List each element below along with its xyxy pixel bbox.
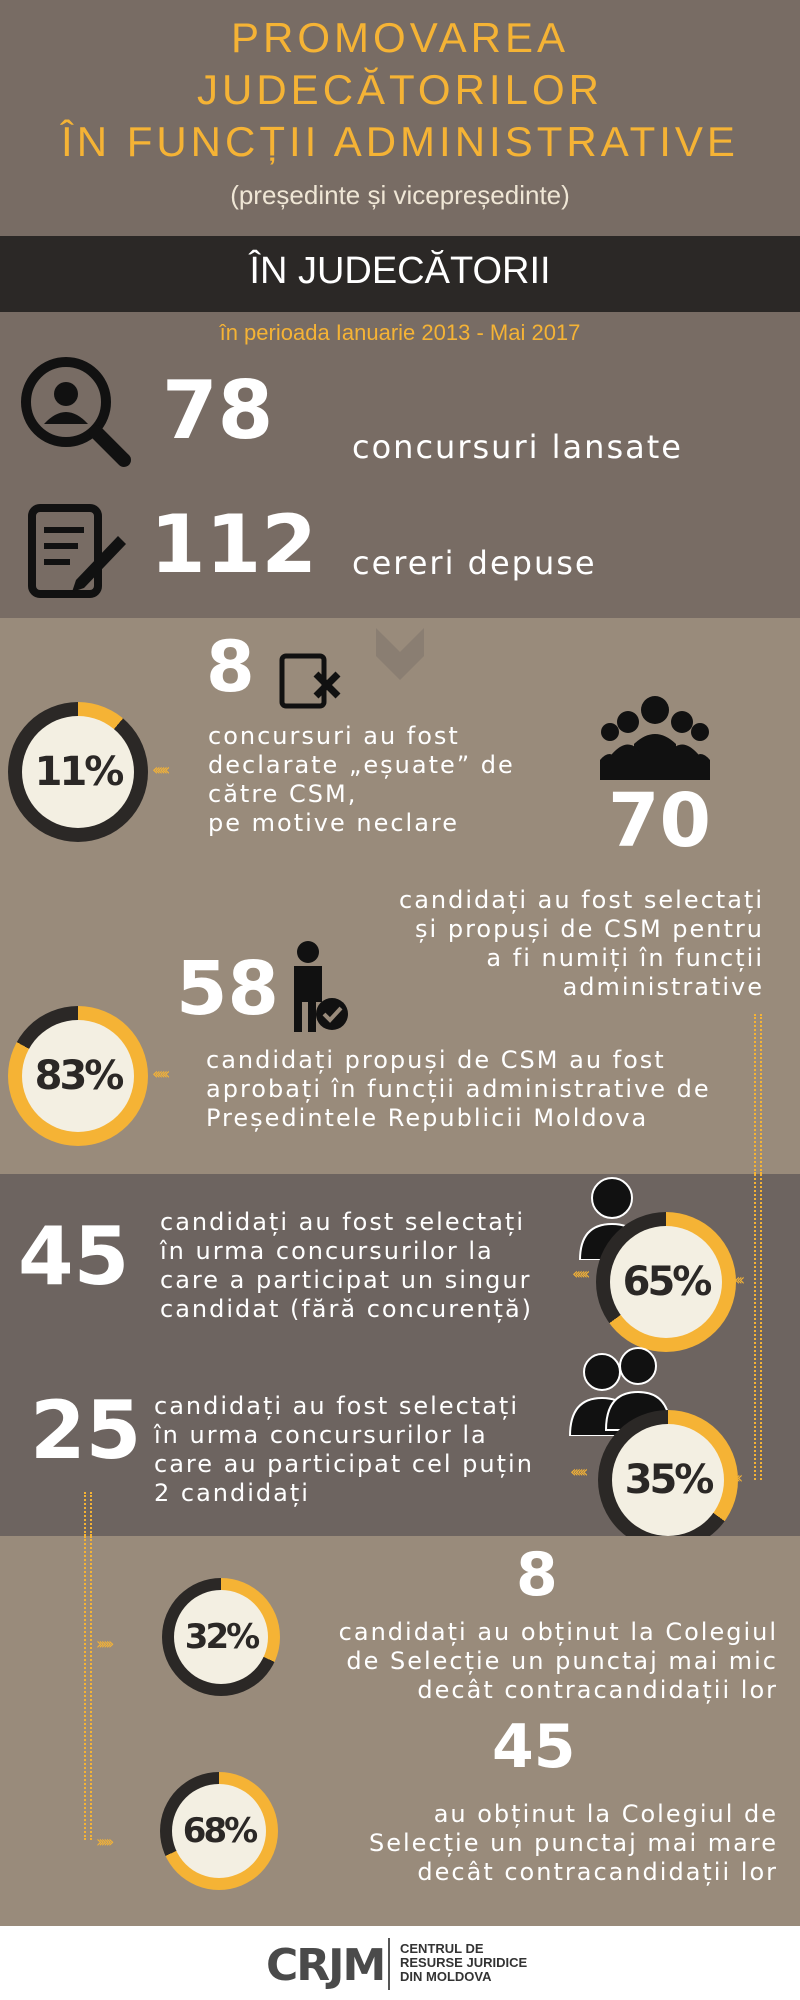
chevron-left-icon: ‹‹‹‹‹‹ (152, 1064, 167, 1083)
results-section (0, 618, 800, 1174)
single-donut (596, 1212, 736, 1352)
selected-text-line: administrative (562, 973, 764, 1001)
failed-text-line: pe motive neclare (208, 809, 460, 837)
org-name (400, 1942, 527, 1984)
magnifier-person-icon (18, 354, 134, 470)
approved-text-line: Președintele Republicii Moldova (206, 1104, 649, 1132)
document-x-icon (278, 652, 344, 712)
chevron-left-icon: ‹‹‹‹‹‹ (572, 1264, 587, 1283)
chevron-left-icon: ‹‹‹‹‹‹ (570, 1462, 585, 1481)
connector-line (754, 1014, 762, 1174)
multi-text-line: care au participat cel puțin (154, 1450, 534, 1478)
period-text: în perioada Ianuarie 2013 - Mai 2017 (219, 320, 581, 345)
selected-value: 70 (608, 778, 711, 864)
title-line-3: ÎN FUNCȚII ADMINISTRATIVE (61, 118, 739, 165)
approved-value: 58 (176, 946, 279, 1032)
chevron-left-icon: ‹‹‹ (734, 1270, 742, 1289)
header-section (0, 0, 800, 236)
higher-percent: 68% (182, 1811, 256, 1851)
selected-text-line: candidați au fost selectați (399, 886, 764, 914)
single-text-line: candidat (fără concurență) (160, 1295, 534, 1323)
multi-text-line: în urma concursurilor la (154, 1421, 488, 1449)
single-percent: 65% (622, 1259, 710, 1305)
approved-text (206, 1046, 711, 1133)
title-line-1: PROMOVAREA (231, 14, 569, 61)
chevron-right-icon: ›››››› (96, 1832, 111, 1851)
lower-text (258, 1618, 778, 1705)
org-name-line: RESURSE JURIDICE (400, 1955, 528, 1970)
requests-label: cereri depuse (352, 544, 597, 582)
failed-text-line: către CSM, (208, 780, 358, 808)
single-text (160, 1208, 533, 1324)
lower-text-line: candidați au obținut la Colegiul (338, 1618, 778, 1646)
arrow-down-icon (374, 626, 426, 682)
multi-value: 25 (30, 1384, 142, 1477)
contests-label: concursuri lansate (352, 428, 683, 466)
selected-text-line: a fi numiți în funcții (486, 944, 764, 972)
multi-percent: 35% (624, 1457, 712, 1503)
crjm-logo: CRJM (266, 1940, 385, 1991)
single-text-line: candidați au fost selectați (160, 1208, 525, 1236)
single-value: 45 (18, 1210, 130, 1303)
failed-percent: 11% (34, 749, 122, 795)
higher-text (258, 1800, 778, 1887)
banner (0, 236, 800, 312)
higher-text-line: au obținut la Colegiul de (433, 1800, 778, 1828)
higher-text-line: Selecție un punctaj mai mare (369, 1829, 778, 1857)
subtitle: (președinte și vicepreședinte) (230, 180, 570, 210)
multi-text (154, 1392, 534, 1508)
failed-text-line: declarate „eșuate” de (208, 751, 515, 779)
banner-text: ÎN JUDECĂTORII (249, 250, 551, 292)
failed-text-line: concursuri au fost (208, 722, 460, 750)
requests-value: 112 (150, 498, 317, 591)
footer-divider (388, 1938, 390, 1990)
lower-percent: 32% (184, 1617, 258, 1657)
chevron-left-icon: ‹‹‹ (732, 1468, 740, 1487)
chevron-left-icon: ‹‹‹‹‹‹ (152, 760, 167, 779)
higher-value: 45 (492, 1712, 576, 1782)
stats-section (0, 312, 800, 618)
single-text-line: în urma concursurilor la (160, 1237, 494, 1265)
contests-value: 78 (162, 364, 274, 457)
chevron-right-icon: ›››››› (96, 1634, 111, 1653)
failed-value: 8 (206, 626, 255, 708)
breakdown-section (0, 1174, 800, 1536)
title-line-2: JUDECĂTORILOR (197, 66, 603, 113)
approved-text-line: candidați propuși de CSM au fost (206, 1046, 666, 1074)
org-name-line: DIN MOLDOVA (400, 1969, 492, 1984)
lower-value: 8 (516, 1540, 558, 1610)
failed-donut (8, 702, 148, 842)
failed-text (208, 722, 515, 838)
connector-line (754, 1174, 762, 1480)
connector-line (84, 1492, 92, 1536)
footer (0, 1926, 800, 2000)
single-text-line: care a participat un singur (160, 1266, 532, 1294)
approved-text-line: aprobați în funcții administrative de (206, 1075, 711, 1103)
higher-text-line: decât contracandidații lor (417, 1858, 778, 1886)
group-icon (600, 694, 710, 784)
lower-text-line: decât contracandidații lor (417, 1676, 778, 1704)
person-check-icon (290, 940, 350, 1034)
approved-donut (8, 1006, 148, 1146)
selected-text (304, 886, 764, 1002)
approved-percent: 83% (34, 1053, 122, 1099)
multi-text-line: candidați au fost selectați (154, 1392, 519, 1420)
selected-text-line: și propuși de CSM pentru (415, 915, 764, 943)
org-name-line: CENTRUL DE (400, 1941, 484, 1956)
connector-line (84, 1536, 92, 1840)
scores-section (0, 1536, 800, 1926)
document-pen-icon (26, 500, 130, 604)
lower-text-line: de Selecție un punctaj mai mic (346, 1647, 778, 1675)
multi-donut (598, 1410, 738, 1550)
multi-text-line: 2 candidați (154, 1479, 310, 1507)
